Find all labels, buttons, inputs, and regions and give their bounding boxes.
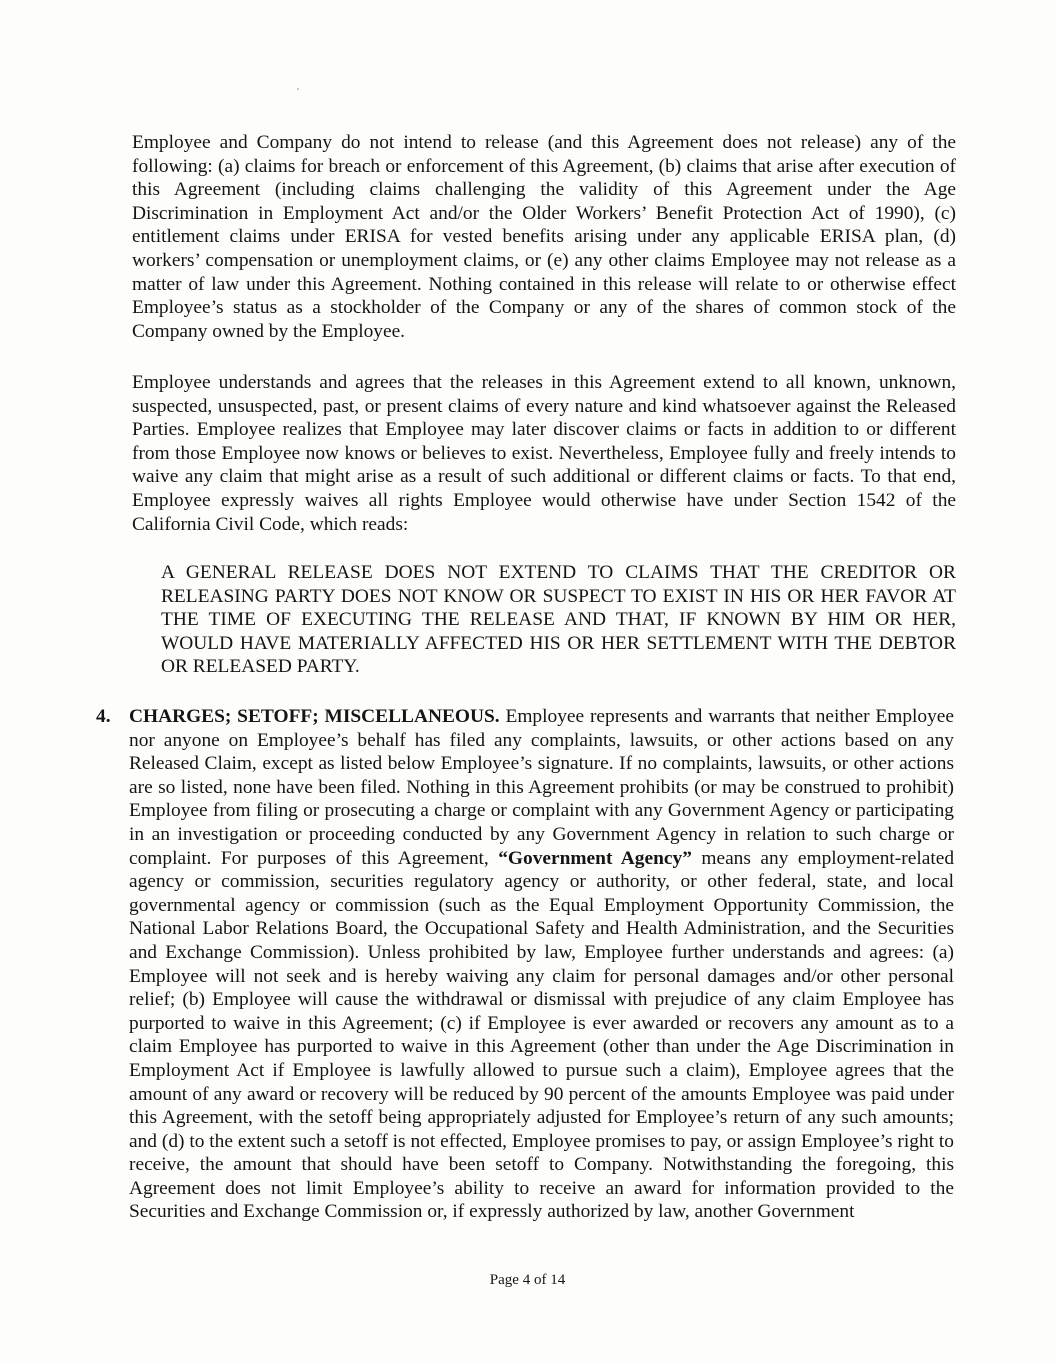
civil-code-1542-quote: A GENERAL RELEASE DOES NOT EXTEND TO CLAIMS THAT THE CREDITOR OR RELEASING PARTY DOES NOT KNOW OR SUSPECT TO EXIST IN HIS OR HER FAVOR AT THE TIME OF EXECUTING THE RELEASE AND THAT, IF KNOWN BY HIM OR HER, WOULD HAVE MATERIALLY AFFECTED HIS OR HER SETTLEMENT WITH THE DEBTOR OR RELEASED PARTY. [161,562,956,678]
page-number-footer: Page 4 of 14 [489,1272,566,1288]
defined-term-government-agency: “Government Agency” [498,847,692,869]
release-exclusions-paragraph: Employee and Company do not intend to release (and this Agreement does not release) any of the following: (a) claims for breach or enforcement of this Agreement, (b) claims that arise after execution of this Agreement (including claims challenging the validity of this Agreement under the Age Discrimination in Employment Act and/or the Older Workers’ Benefit Protection Act of 1990), (c) entitlement claims under ERISA for vested benefits arising under any applicable ERISA plan, (d) workers’ compensation or unemployment claims, or (e) any other claims Employee may not release as a matter of law under this Agreement. Nothing contained in this release will relate to or otherwise effect Employee’s status as a stockholder of the Company or any of the shares of common stock of the Company owned by the Employee. [132,132,956,342]
section-number: 4. [96,706,111,727]
section-text-part2: means any employment-related agency or commission, securities regulatory agency or authority, or other federal, state, and local governmental agency or commission (such as the Equal Employment Opportunity Commission, the National Labor Relations Board, the Occupational Safety and Health Administration, and the Securities and Exchange Commission). Unless prohibited by law, Employee further understands and agrees: (a) Employee will not seek and is hereby waiving any claim for personal damages and/or other personal relief; (b) Employee will cause the withdrawal or dismissal with prejudice of any claim Employee has purported to waive in this Agreement; (c) if Employee is ever awarded or recovers any amount as to a claim Employee has purported to waive in this Agreement (other than under the Age Discrimination in Employment Act if Employee is lawfully allowed to pursue such a claim), Employee agrees that the amount of any award or recovery will be reduced by 90 percent of the amounts Employee was paid under this Agreement, with the setoff being appropriately adjusted for Employee’s return of any such amounts; and (d) to the extent such a setoff is not effected, Employee promises to pay, or assign Employee’s right to receive, the amount that should have been setoff to Company. Notwithstanding the foregoing, this Agreement does not limit Employee’s ability to receive an award for information provided to the Securities and Exchange Commission or, if expressly authorized by law, another Government [129,847,955,1223]
section-text-part1: Employee represents and warrants that neither Employee nor anyone on Employee’s behalf has filed any complaints, lawsuits, or other actions based on any Released Claim, except as listed below Employee’s signature. If no complaints, lawsuits, or other actions are so listed, none have been filed. Nothing in this Agreement prohibits (or may be construed to prohibit) Employee from filing or prosecuting a charge or complaint with any Government Agency or participating in an investigation or proceeding conducted by any Government Agency in relation to such charge or complaint. For purposes of this Agreement, [129,706,955,869]
unknown-claims-paragraph: Employee understands and agrees that the releases in this Agreement extend to all known, unknown, suspected, unsuspected, past, or present claims of every nature and kind whatsoever against the Released Parties. Employee realizes that Employee may later discover claims or facts in addition to or different from those Employee now knows or believes to exist. Nevertheless, Employee fully and freely intends to waive any claim that might arise as a result of such additional or different claims or facts. To that end, Employee expressly waives all rights Employee would otherwise have under Section 1542 of the California Civil Code, which reads: [132,372,956,535]
section-body [129,705,954,1224]
section-heading: CHARGES; SETOFF; MISCELLANEOUS. [129,706,500,727]
scan-speck [297,88,299,90]
